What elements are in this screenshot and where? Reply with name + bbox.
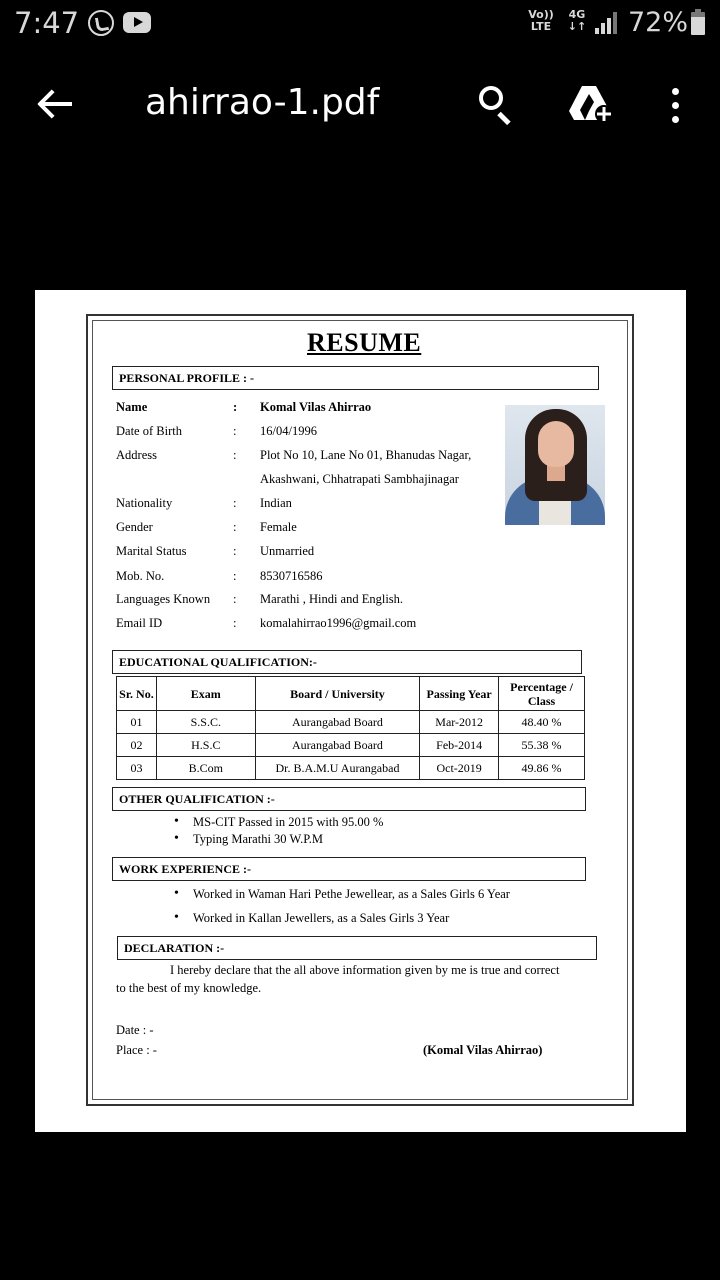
status-bar: [0, 0, 720, 48]
column-header: Sr. No.: [117, 677, 157, 711]
colon: :: [233, 592, 237, 606]
table-cell: 55.38 %: [499, 734, 585, 757]
list-item: • Worked in Waman Hari Pethe Jewellear, as a Sales Girls 6 Year: [193, 887, 510, 902]
personal-value-gender: Female: [260, 520, 297, 534]
list-item: • MS-CIT Passed in 2015 with 95.00 %: [193, 815, 383, 830]
colon: :: [233, 424, 237, 438]
personal-value-name: Komal Vilas Ahirrao: [260, 400, 372, 414]
colon: :: [233, 496, 237, 510]
back-arrow-icon[interactable]: [34, 84, 78, 124]
drive-add-icon[interactable]: [568, 84, 616, 124]
table-cell: Dr. B.A.M.U Aurangabad: [255, 757, 420, 780]
network-bottom: ↓↑: [567, 20, 587, 33]
declaration-heading: DECLARATION :-: [117, 936, 597, 960]
table-cell: Oct-2019: [420, 757, 499, 780]
table-cell: Aurangabad Board: [255, 734, 420, 757]
personal-value-languages: Marathi , Hindi and English.: [260, 592, 404, 606]
document-title: ahirrao-1.pdf: [145, 82, 380, 123]
table-cell: H.S.C: [156, 734, 255, 757]
table-cell: 02: [117, 734, 157, 757]
colon: :: [233, 400, 238, 414]
declaration-text-line1: I hereby declare that the all above information given by me is true and correct: [170, 963, 560, 977]
personal-profile-heading: PERSONAL PROFILE : -: [112, 366, 599, 390]
personal-label-languages: Languages Known: [116, 592, 211, 606]
youtube-icon: [123, 12, 151, 33]
colon: :: [233, 520, 237, 534]
table-row: [117, 711, 585, 734]
work-experience-heading: WORK EXPERIENCE :-: [112, 857, 586, 881]
table-cell: Feb-2014: [420, 734, 499, 757]
table-cell: 49.86 %: [499, 757, 585, 780]
personal-label-gender: Gender: [116, 520, 153, 534]
call-icon: [88, 10, 114, 36]
education-table: [116, 676, 585, 780]
personal-label-name: Name: [116, 400, 148, 414]
table-cell: Aurangabad Board: [255, 711, 420, 734]
date-label: Date : -: [116, 1023, 154, 1037]
pdf-page[interactable]: [35, 290, 686, 1132]
place-label: Place : -: [116, 1043, 157, 1057]
personal-value-address: Plot No 10, Lane No 01, Bhanudas Nagar,: [260, 448, 472, 462]
signal-icon: [595, 12, 619, 34]
network-top: 4G: [568, 8, 586, 21]
table-row: [117, 734, 585, 757]
column-header: Percentage / Class: [499, 677, 585, 711]
personal-value-mobile: 8530716586: [260, 569, 323, 583]
battery-icon: [691, 12, 705, 35]
column-header: Board / University: [255, 677, 420, 711]
colon: :: [233, 448, 237, 462]
colon: :: [233, 569, 237, 583]
table-cell: 03: [117, 757, 157, 780]
status-time: 7:47: [14, 6, 80, 40]
personal-label-mobile: Mob. No.: [116, 569, 165, 583]
volte-bottom: LTE: [530, 20, 552, 33]
network-type: [566, 9, 588, 33]
more-vert-icon[interactable]: [664, 86, 688, 126]
table-cell: S.S.C.: [156, 711, 255, 734]
table-row: [117, 757, 585, 780]
education-header-row: [117, 677, 585, 711]
colon: :: [233, 616, 237, 630]
column-header: Passing Year: [420, 677, 499, 711]
list-item: • Typing Marathi 30 W.P.M: [193, 832, 323, 847]
personal-label-email: Email ID: [116, 616, 163, 630]
profile-photo: [505, 405, 605, 525]
personal-label-nationality: Nationality: [116, 496, 173, 510]
resume-title: RESUME: [307, 328, 422, 357]
table-cell: Mar-2012: [420, 711, 499, 734]
personal-label-dob: Date of Birth: [116, 424, 182, 438]
list-item: • Worked in Kallan Jewellers, as a Sales Girls 3 Year: [193, 911, 449, 926]
personal-label-marital: Marital Status: [116, 544, 187, 558]
education-heading: EDUCATIONAL QUALIFICATION:-: [112, 650, 582, 674]
table-cell: 01: [117, 711, 157, 734]
personal-value-nationality: Indian: [260, 496, 292, 510]
other-qualification-heading: OTHER QUALIFICATION :-: [112, 787, 586, 811]
signature-name: (Komal Vilas Ahirrao): [423, 1043, 543, 1057]
app-bar: [0, 48, 720, 160]
table-cell: B.Com: [156, 757, 255, 780]
battery-percent: 72%: [628, 7, 689, 38]
personal-value-address-line2: Akashwani, Chhatrapati Sambhajinagar: [260, 472, 459, 486]
declaration-text-line2: to the best of my knowledge.: [116, 981, 262, 995]
table-cell: 48.40 %: [499, 711, 585, 734]
column-header: Exam: [156, 677, 255, 711]
personal-value-marital: Unmarried: [260, 544, 315, 558]
personal-value-email: komalahirrao1996@gmail.com: [260, 616, 417, 630]
volte-icon: [528, 9, 554, 33]
volte-top: Vo)): [528, 8, 554, 21]
personal-value-dob: 16/04/1996: [260, 424, 317, 438]
colon: :: [233, 544, 237, 558]
search-icon[interactable]: [476, 86, 516, 126]
personal-label-address: Address: [116, 448, 157, 462]
